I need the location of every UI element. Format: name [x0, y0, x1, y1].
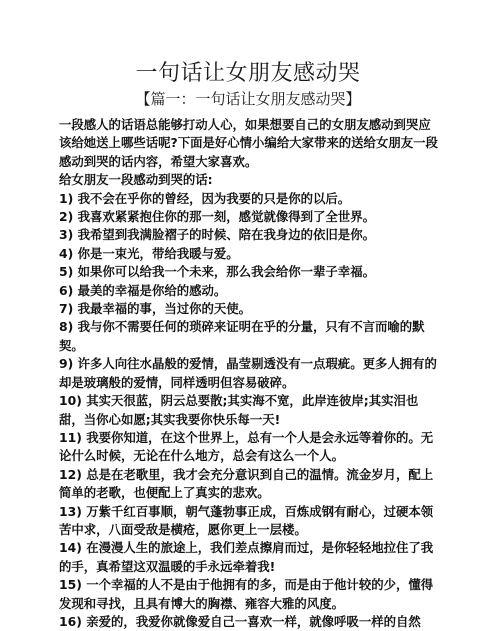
list-item: 3) 我希望到我满脸褶子的时候、陪在我身边的依旧是你。 [59, 227, 375, 243]
lead-line: 给女朋友一段感动到哭的话: [59, 172, 213, 188]
list-item: 4) 你是一束光，带给我暖与爱。 [59, 245, 239, 261]
page-title: 一句话让女朋友感动哭 [135, 61, 361, 86]
list-item: 8) 我与你不需要任何的琐碎来证明在乎的分量，只有不言而喻的默契。 [59, 319, 425, 353]
list-item: 7) 我最幸福的事，当过你的天使。 [59, 301, 252, 317]
list-item: 15) 一个幸福的人不是由于他拥有的多，而是由于他计较的少，懂得发现和寻找，且具有博大的胸襟、雍容大雅的风度。 [59, 577, 434, 611]
list-item: 10) 其实天很蓝，阴云总要散;其实海不宽，此岸连彼岸;其实泪也甜，当你心如愿;其实我要你快乐每一天! [59, 393, 419, 427]
article-body [59, 116, 439, 631]
section-heading: 【篇一：一句话让女朋友感动哭】 [135, 90, 361, 108]
list-item: 6) 最美的幸福是你给的感动。 [59, 282, 227, 298]
list-item: 5) 如果你可以给我一个未来，那么我会给你一辈子幸福。 [59, 264, 375, 280]
list-item: 9) 许多人向往水晶般的爱情，晶莹剔透没有一点瑕疵。更多人拥有的却是玻璃般的爱情，同样透明但容易破碎。 [59, 356, 437, 390]
list-item: 2) 我喜欢紧紧抱住你的那一刻，感觉就像得到了全世界。 [59, 209, 375, 225]
list-item: 1) 我不会在乎你的曾经，因为我要的只是你的以后。 [59, 190, 351, 206]
list-item: 11) 我要你知道，在这个世界上，总有一个人是会永远等着你的。无论什么时候，无论在什么地方，总会有这么一个人。 [59, 429, 434, 464]
list-item: 14) 在漫漫人生的旅途上，我们差点擦肩而过，是你轻轻地拉住了我的手，真希望这双温暖的手永远牵着我! [59, 540, 434, 574]
list-item: 12) 总是在老歌里，我才会充分意识到自己的温情。流金岁月，配上简单的老歌，也便配上了真实的悲欢。 [59, 466, 434, 501]
list-item: 16) 亲爱的，我爱你就像爱自己一喜欢一样，就像呼吸一样的自然 [59, 613, 421, 629]
intro-paragraph: 一段感人的话语总能够打动人心，如果想要自己的女朋友感动到哭应该给她送上哪些话呢?下面是好心情小编给大家带来的送给女朋友一段感动到哭的话内容，希望大家喜欢。 [59, 117, 438, 169]
list-item: 13) 万紫千红百事顺，朝气蓬勃事正成，百炼成钢有耐心，过硬本领苦中求，八面受敌是横疮，愿你更上一层楼。 [59, 503, 434, 537]
